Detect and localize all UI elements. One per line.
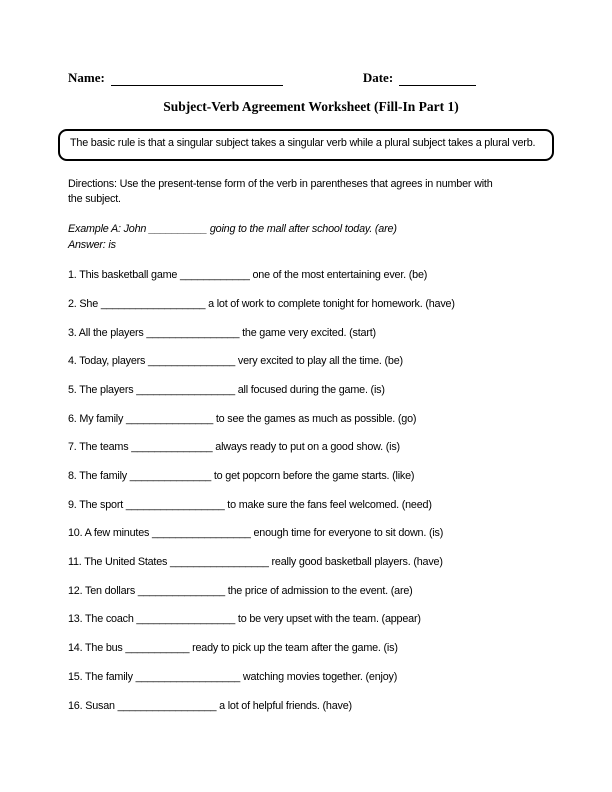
- example-prompt: Example A: John __________ going to the mall after school today. (are): [68, 222, 397, 235]
- question-4: 4. Today, players _______________ very excited to play all the time. (be): [68, 355, 403, 368]
- question-2: 2. She __________________ a lot of work to complete tonight for homework. (have): [68, 297, 455, 310]
- question-7: 7. The teams ______________ always ready to put on a good show. (is): [68, 441, 400, 454]
- question-1: 1. This basketball game ____________ one of the most entertaining ever. (be): [68, 269, 428, 282]
- name-blank-line: [111, 72, 283, 86]
- question-6: 6. My family _______________ to see the games as much as possible. (go): [68, 412, 417, 425]
- question-9: 9. The sport _________________ to make sure the fans feel welcomed. (need): [68, 498, 432, 511]
- rule-text: The basic rule is that a singular subject takes a singular verb while a plural subject takes a plural verb.: [70, 137, 536, 149]
- question-10: 10. A few minutes _________________ enough time for everyone to sit down. (is): [68, 527, 444, 540]
- date-blank-line: [399, 72, 476, 86]
- example-block: [68, 222, 554, 253]
- question-15: 15. The family __________________ watching movies together. (enjoy): [68, 670, 398, 683]
- directions-text: Directions: Use the present-tense form of the verb in parentheses that agrees in number with the subject.: [68, 177, 493, 206]
- question-11: 11. The United States _________________ really good basketball players. (have): [68, 556, 443, 569]
- question-14: 14. The bus ___________ ready to pick up the team after the game. (is): [68, 642, 398, 655]
- question-16: 16. Susan _________________ a lot of helpful friends. (have): [68, 699, 352, 712]
- name-label: Name:: [68, 70, 105, 85]
- example-answer: Answer: is: [68, 238, 116, 251]
- date-label: Date:: [362, 70, 394, 85]
- name-date-row: [68, 70, 554, 86]
- question-12: 12. Ten dollars _______________ the price of admission to the event. (are): [68, 584, 413, 597]
- worksheet-title: Subject-Verb Agreement Worksheet (Fill-In Part 1): [163, 99, 459, 114]
- question-13: 13. The coach _________________ to be very upset with the team. (appear): [68, 613, 421, 626]
- question-3: 3. All the players ________________ the game very excited. (start): [68, 326, 376, 339]
- question-list: [68, 268, 554, 712]
- question-5: 5. The players _________________ all focused during the game. (is): [68, 383, 385, 396]
- rule-box: [58, 129, 554, 161]
- question-8: 8. The family ______________ to get popcorn before the game starts. (like): [68, 470, 415, 483]
